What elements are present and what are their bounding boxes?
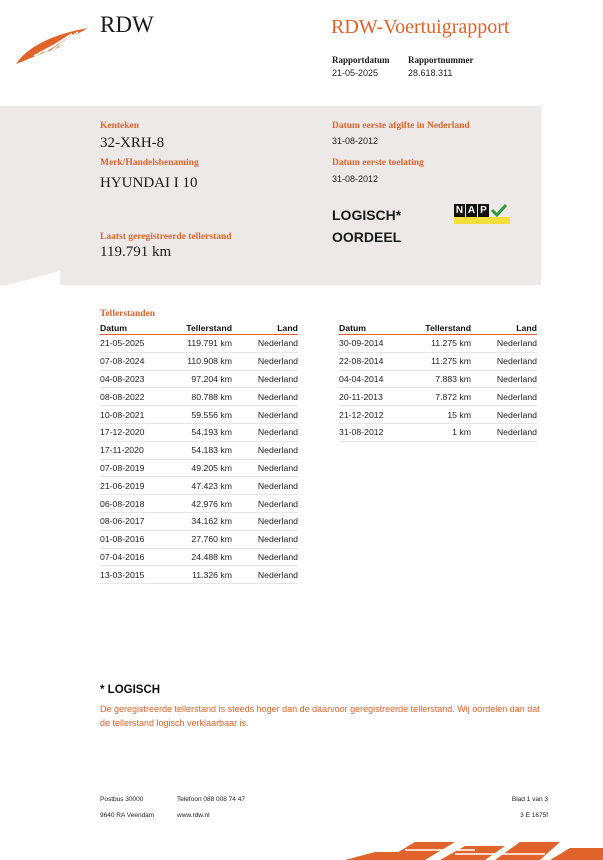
odometer-value: 119.791 km — [100, 244, 172, 260]
reading-value: 11.326 km — [170, 566, 232, 584]
nap-letter-n: N — [455, 204, 464, 216]
reading-country: Nederland — [232, 370, 298, 388]
readings-title: Tellerstanden — [100, 309, 156, 319]
nap-letter-p: P — [478, 204, 489, 217]
table-row — [100, 548, 298, 566]
reading-value: 110.908 km — [170, 352, 232, 370]
col-reading: Tellerstand — [170, 323, 232, 335]
make-label: Merk/Handelsbenaming — [100, 158, 199, 168]
reading-date: 04-04-2014 — [339, 370, 409, 388]
reading-value: 54.183 km — [170, 441, 232, 459]
note-text: De geregistreerde tellerstand is steeds hoger dan de daarvoor geregistreerde tellerstand. Wij oordelen dan dat de tellerstand logisch verklaarbaar is. — [100, 704, 540, 728]
reading-country: Nederland — [232, 352, 298, 370]
make-value: HYUNDAI I 10 — [100, 175, 198, 191]
verdict-line2: OORDEEL — [332, 229, 402, 245]
table-row — [339, 388, 537, 406]
reading-country: Nederland — [232, 459, 298, 477]
reading-country: Nederland — [471, 423, 537, 441]
reading-date: 20-11-2013 — [339, 388, 409, 406]
reading-date: 21-12-2012 — [339, 406, 409, 424]
reading-country: Nederland — [232, 406, 298, 424]
reading-country: Nederland — [232, 477, 298, 495]
reading-value: 11.275 km — [409, 352, 471, 370]
reading-country: Nederland — [232, 512, 298, 530]
table-row — [100, 441, 298, 459]
table-row — [100, 477, 298, 495]
reading-value: 49.205 km — [170, 459, 232, 477]
reading-country: Nederland — [232, 530, 298, 548]
reading-date: 17-11-2020 — [100, 441, 170, 459]
reading-date: 07-04-2016 — [100, 548, 170, 566]
nap-yellow-bar — [454, 217, 510, 224]
footer-phone: Telefoon 088 008 74 47 — [177, 796, 245, 803]
col-country: Land — [471, 323, 537, 335]
table-row — [100, 388, 298, 406]
reading-value: 34.162 km — [170, 512, 232, 530]
reading-value: 97.204 km — [170, 370, 232, 388]
odometer-label: Laatst geregistreerde tellerstand — [100, 232, 232, 242]
reading-value: 11.275 km — [409, 335, 471, 353]
reading-value: 119.791 km — [170, 335, 232, 353]
reading-value: 47.423 km — [170, 477, 232, 495]
table-row — [100, 352, 298, 370]
plate-label: Kenteken — [100, 121, 140, 131]
footer-city: 9640 RA Veendam — [100, 812, 155, 819]
rdw-logo-icon — [14, 26, 90, 66]
table-row — [100, 406, 298, 424]
reading-date: 08-08-2022 — [100, 388, 170, 406]
first-nl-value: 31-08-2012 — [332, 136, 379, 146]
footer-page: Blad 1 van 3 — [511, 796, 548, 803]
reading-date: 10-08-2021 — [100, 406, 170, 424]
reading-country: Nederland — [232, 548, 298, 566]
readings-table-right — [339, 323, 537, 442]
table-row — [100, 335, 298, 353]
reading-country: Nederland — [232, 335, 298, 353]
reading-date: 06-08-2018 — [100, 495, 170, 513]
reading-country: Nederland — [232, 495, 298, 513]
reading-value: 7.872 km — [409, 388, 471, 406]
report-number-value: 28.618.311 — [408, 68, 453, 78]
report-date-value: 21-05-2025 — [332, 68, 379, 78]
reading-value: 54.193 km — [170, 423, 232, 441]
plate-value: 32-XRH-8 — [100, 135, 165, 151]
first-admission-label: Datum eerste toelating — [332, 158, 424, 168]
verdict-line1: LOGISCH* — [332, 207, 402, 223]
note-title: * LOGISCH — [100, 684, 161, 696]
reading-date: 31-08-2012 — [339, 423, 409, 441]
reading-date: 21-06-2019 — [100, 477, 170, 495]
reading-date: 13-03-2015 — [100, 566, 170, 584]
footer-code: 3 E 1675f — [520, 812, 548, 819]
reading-country: Nederland — [232, 441, 298, 459]
nap-logo — [454, 203, 508, 217]
reading-date: 21-05-2025 — [100, 335, 170, 353]
table-row — [100, 530, 298, 548]
col-reading: Tellerstand — [409, 323, 471, 335]
first-admission-value: 31-08-2012 — [332, 174, 379, 184]
reading-country: Nederland — [232, 566, 298, 584]
reading-value: 24.488 km — [170, 548, 232, 566]
reading-date: 08-06-2017 — [100, 512, 170, 530]
reading-date: 01-08-2016 — [100, 530, 170, 548]
reading-country: Nederland — [232, 423, 298, 441]
reading-value: 7.883 km — [409, 370, 471, 388]
reading-date: 17-12-2020 — [100, 423, 170, 441]
table-row — [339, 406, 537, 424]
reading-value: 15 km — [409, 406, 471, 424]
readings-table-left — [100, 323, 298, 584]
table-row — [339, 352, 537, 370]
nap-letter-a: A — [467, 204, 476, 216]
first-nl-label: Datum eerste afgifte in Nederland — [332, 121, 470, 131]
vehicle-info-panel — [0, 106, 541, 285]
reading-country: Nederland — [471, 406, 537, 424]
reading-date: 22-08-2014 — [339, 352, 409, 370]
reading-value: 27.760 km — [170, 530, 232, 548]
reading-country: Nederland — [471, 388, 537, 406]
reading-country: Nederland — [471, 370, 537, 388]
reading-date: 07-08-2024 — [100, 352, 170, 370]
col-date: Datum — [100, 323, 170, 335]
table-row — [100, 495, 298, 513]
reading-date: 04-08-2023 — [100, 370, 170, 388]
table-row — [339, 423, 537, 441]
table-row — [100, 423, 298, 441]
org-name: RDW — [100, 12, 154, 37]
report-date-label: Rapportdatum — [332, 55, 390, 65]
reading-country: Nederland — [471, 352, 537, 370]
footer-stripes-graphic — [345, 840, 603, 860]
reading-value: 1 km — [409, 423, 471, 441]
reading-value: 42.976 km — [170, 495, 232, 513]
reading-date: 07-08-2019 — [100, 459, 170, 477]
table-row — [339, 370, 537, 388]
table-row — [100, 370, 298, 388]
reading-country: Nederland — [471, 335, 537, 353]
reading-value: 59.556 km — [170, 406, 232, 424]
col-date: Datum — [339, 323, 409, 335]
reading-value: 80.788 km — [170, 388, 232, 406]
reading-country: Nederland — [232, 388, 298, 406]
checkmark-icon — [490, 203, 508, 217]
footer-website-link[interactable]: www.rdw.nl — [177, 812, 210, 819]
report-number-label: Rapportnummer — [408, 55, 474, 65]
footer-postbus: Postbus 30000 — [100, 796, 144, 803]
report-title: RDW-Voertuigrapport — [331, 16, 510, 38]
table-row — [339, 335, 537, 353]
table-row — [100, 459, 298, 477]
table-row — [100, 512, 298, 530]
reading-date: 30-09-2014 — [339, 335, 409, 353]
table-row — [100, 566, 298, 584]
col-country: Land — [232, 323, 298, 335]
